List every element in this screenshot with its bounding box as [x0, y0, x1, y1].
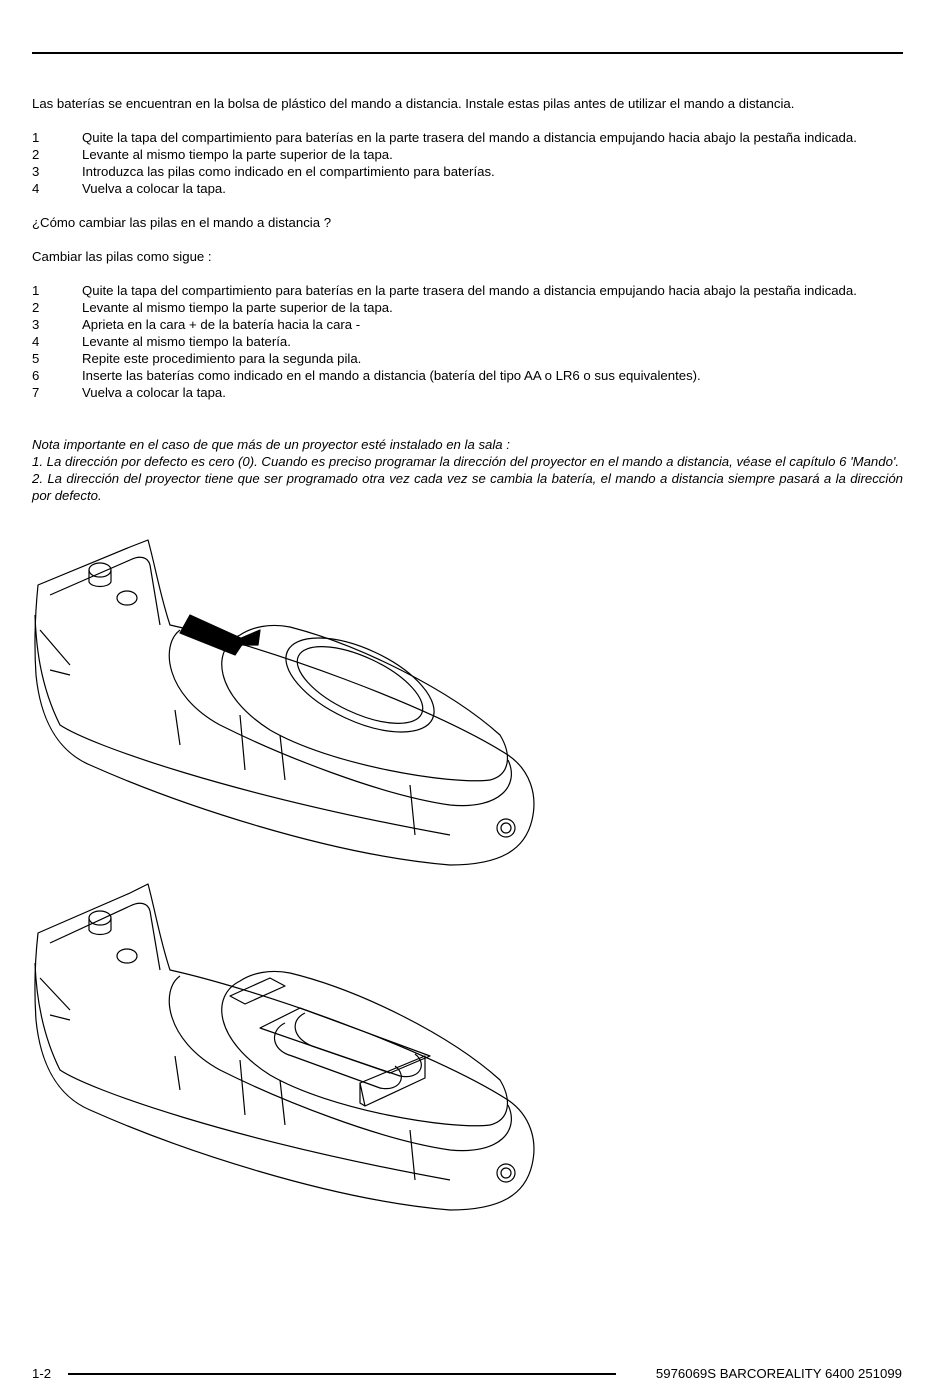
intro-paragraph: Las baterías se encuentran en la bolsa de plástico del mando a distancia. Instale estas pilas antes de utilizar el mando a distancia. — [32, 96, 795, 111]
note-item-1: 1. La dirección por defecto es cero (0). Cuando es preciso programar la dirección del proyector en el mando a distancia, véase el capítulo 6 'Mando'. — [32, 454, 900, 469]
change-intro: Cambiar las pilas como sigue : — [32, 249, 212, 264]
note-item-2: 2. La dirección del proyector tiene que ser programado otra vez cada vez se cambia la batería, el mando a distancia siempre pasará a la dirección por defecto. — [32, 471, 903, 503]
remote-battery-compartment-illustration — [30, 878, 550, 1223]
list-item: 3 Aprieta en la cara + de la batería hacia la cara - — [32, 317, 361, 332]
list-item: 1 Quite la tapa del compartimiento para baterías en la parte trasera del mando a distancia empujando hacia abajo la pestaña indicada. — [32, 283, 857, 298]
list-item: 1 Quite la tapa del compartimiento para baterías en la parte trasera del mando a distancia empujando hacia abajo la pestaña indicada. — [32, 130, 857, 145]
change-steps-list — [32, 282, 903, 401]
document-reference: 5976069S BARCOREALITY 6400 251099 — [655, 1366, 902, 1381]
footer-rule — [68, 1373, 616, 1375]
question-heading: ¿Cómo cambiar las pilas en el mando a distancia ? — [32, 215, 332, 230]
list-item: 4 Levante al mismo tiempo la batería. — [32, 334, 291, 349]
top-rule — [32, 52, 903, 54]
list-item: 3 Introduzca las pilas como indicado en el compartimiento para baterías. — [32, 164, 495, 179]
list-item: 5 Repite este procedimiento para la segunda pila. — [32, 351, 362, 366]
page-number: 1-2 — [32, 1366, 52, 1381]
note-heading: Nota importante en el caso de que más de un proyector esté instalado en la sala : — [32, 437, 510, 452]
list-item: 2 Levante al mismo tiempo la parte superior de la tapa. — [32, 300, 393, 315]
list-item: 7 Vuelva a colocar la tapa. — [32, 385, 226, 400]
list-item: 6 Inserte las baterías como indicado en el mando a distancia (batería del tipo AA o LR6 o sus equivalentes). — [32, 368, 701, 383]
remote-cover-closed-illustration — [30, 535, 550, 875]
install-steps-list — [32, 129, 903, 197]
important-note — [32, 436, 903, 504]
list-item: 2 Levante al mismo tiempo la parte superior de la tapa. — [32, 147, 393, 162]
list-item: 4 Vuelva a colocar la tapa. — [32, 181, 226, 196]
